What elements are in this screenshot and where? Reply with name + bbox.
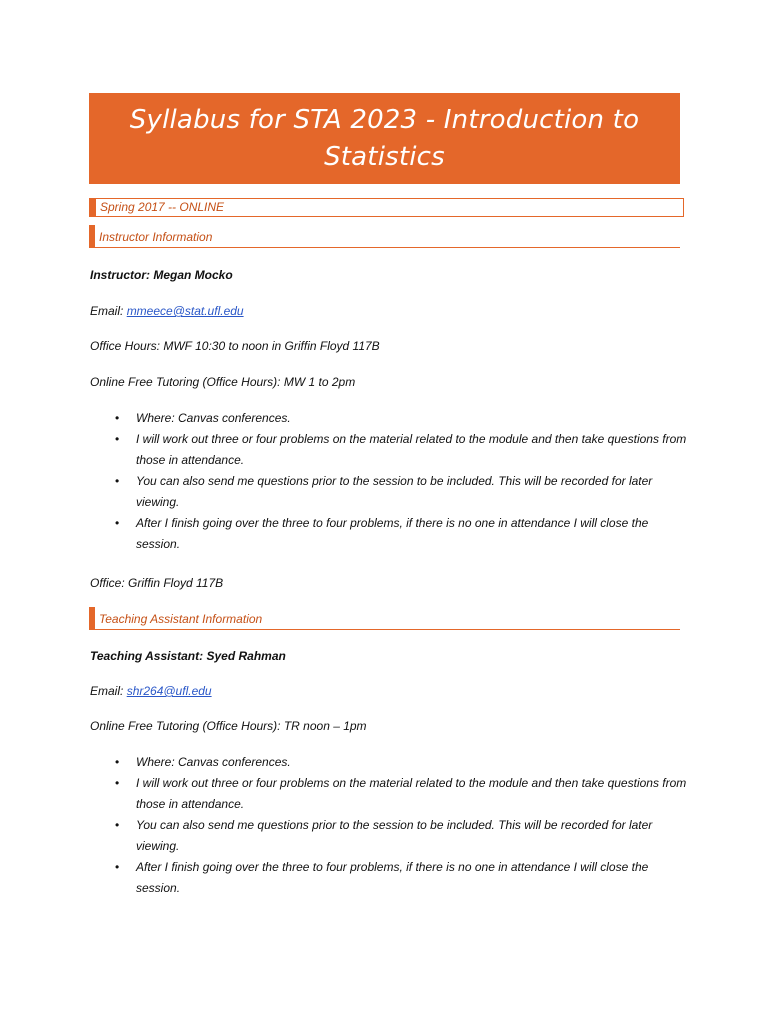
bullet-icon: • [115,755,120,769]
list-item: • After I finish going over the three to four problems, if there is no one in attendance I will close the session. [90,857,690,899]
ta-email-link[interactable]: shr264@ufl.edu [126,684,212,698]
list-item: • Where: Canvas conferences. [90,408,690,429]
instructor-heading-text: Instructor Information [99,230,213,244]
bullet-icon: • [115,432,120,446]
ta-tutoring: Online Free Tutoring (Office Hours): TR noon – 1pm [90,719,367,733]
ta-section-heading [89,607,680,630]
list-item: • I will work out three or four problems on the material related to the module and then take questions from those in attendance. [90,429,690,471]
ta-email-line [90,684,212,698]
section-accent-bar [89,225,95,247]
term-label: Spring 2017 -- ONLINE [100,200,225,214]
bullet-icon: • [115,818,120,832]
email-label: Email: [90,304,127,318]
page-title: Syllabus for STA 2023 - Introduction to Statistics [129,104,640,172]
bullet-icon: • [115,776,120,790]
office-location: Office: Griffin Floyd 117B [90,576,224,590]
list-item: • You can also send me questions prior to the session to be included. This will be recorded for later viewing. [90,471,690,513]
ta-name: Teaching Assistant: Syed Rahman [90,649,286,663]
term-box [89,198,684,217]
title-banner [89,93,680,184]
instructor-name: Instructor: Megan Mocko [90,268,233,282]
bullet-icon: • [115,411,120,425]
instructor-tutoring-list [90,408,690,555]
email-label: Email: [90,684,127,698]
list-item: • Where: Canvas conferences. [90,752,690,773]
ta-heading-text: Teaching Assistant Information [99,612,263,626]
term-accent-bar [90,199,96,216]
ta-tutoring-list [90,752,690,899]
instructor-section-heading [89,225,680,248]
instructor-tutoring: Online Free Tutoring (Office Hours): MW 1 to 2pm [90,375,356,389]
bullet-icon: • [115,474,120,488]
office-hours: Office Hours: MWF 10:30 to noon in Griffin Floyd 117B [90,339,380,353]
list-item: • You can also send me questions prior to the session to be included. This will be recorded for later viewing. [90,815,690,857]
bullet-icon: • [115,516,120,530]
list-item: • After I finish going over the three to four problems, if there is no one in attendance I will close the session. [90,513,690,555]
list-item: • I will work out three or four problems on the material related to the module and then take questions from those in attendance. [90,773,690,815]
instructor-email-link[interactable]: mmeece@stat.ufl.edu [126,304,244,318]
bullet-icon: • [115,860,120,874]
instructor-email-line [90,304,244,318]
section-accent-bar [89,607,95,629]
